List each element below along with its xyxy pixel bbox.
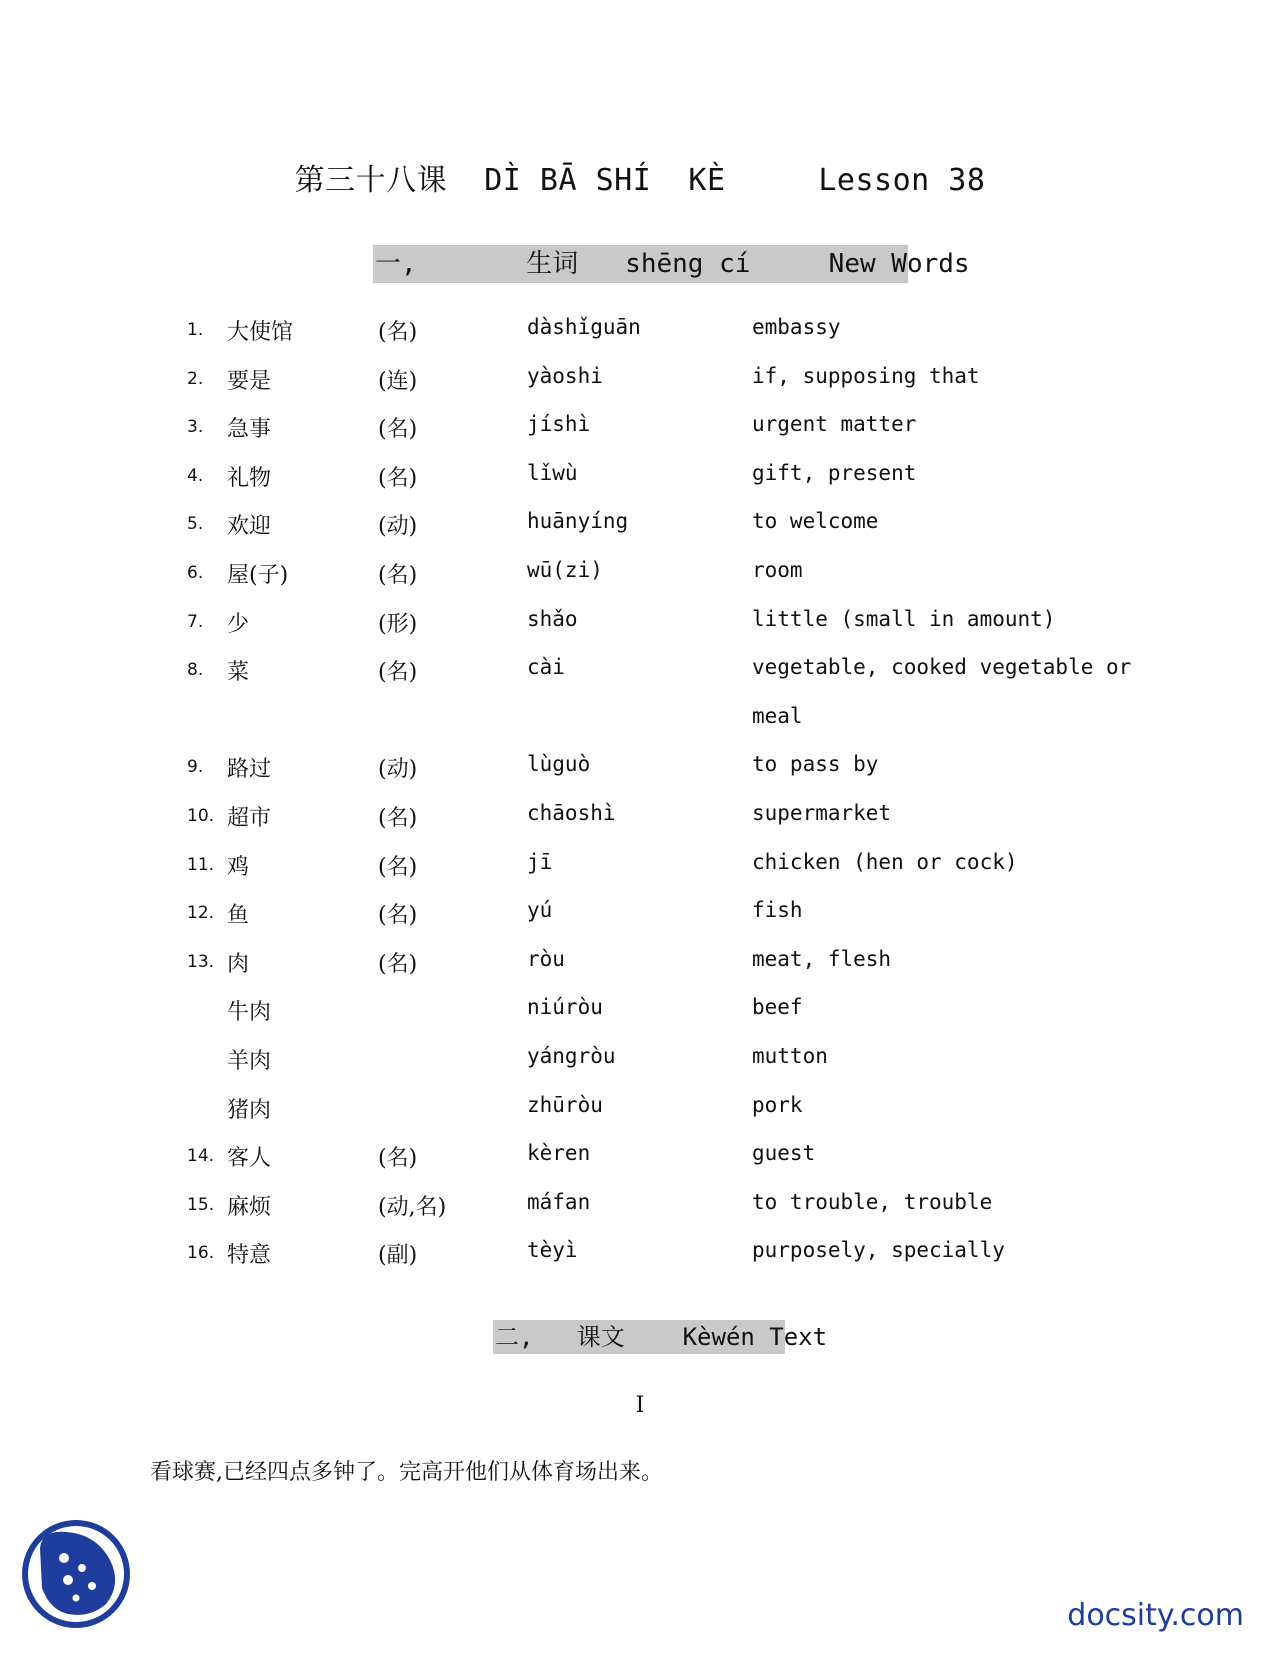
vocab-hanzi: 鱼 (227, 903, 250, 928)
vocab-number: 4. (187, 466, 204, 486)
lesson-title: 第三十八课 DÌ BĀ SHÍ KÈ Lesson 38 (294, 163, 986, 198)
vocab-number: 16. (187, 1243, 215, 1263)
vocab-hanzi: 礼物 (227, 466, 272, 491)
vocab-pinyin: tèyì (527, 1238, 578, 1262)
vocab-hanzi: 欢迎 (227, 514, 272, 539)
vocab-row (0, 509, 1280, 557)
vocab-hanzi: 羊肉 (227, 1049, 272, 1074)
vocab-hanzi: 屋(子) (227, 563, 289, 588)
vocab-row (0, 947, 1280, 995)
vocab-english: vegetable, cooked vegetable or (752, 655, 1132, 679)
vocab-pinyin: jíshì (527, 412, 591, 436)
vocab-number: 9. (187, 757, 204, 777)
vocab-english: if, supposing that (752, 364, 980, 388)
vocab-number: 13. (187, 952, 215, 972)
vocab-hanzi: 特意 (227, 1243, 272, 1268)
vocab-english: urgent matter (752, 412, 917, 436)
vocab-part-of-speech: (连) (378, 369, 418, 394)
vocab-row (0, 412, 1280, 460)
vocab-pinyin: yàoshi (527, 364, 603, 388)
vocab-row (0, 1141, 1280, 1189)
text-paragraph: 看球赛,已经四点多钟了。完高开他们从体育场出来。 (150, 1460, 663, 1485)
vocab-number: 7. (187, 612, 204, 632)
vocab-row (0, 461, 1280, 509)
vocab-row (0, 704, 1280, 752)
vocab-english: pork (752, 1093, 803, 1117)
vocab-row (0, 1190, 1280, 1238)
vocab-part-of-speech: (动) (378, 757, 418, 782)
vocab-pinyin: niúròu (527, 995, 603, 1019)
vocab-row (0, 1044, 1280, 1092)
vocab-hanzi: 超市 (227, 806, 272, 831)
vocab-english: room (752, 558, 803, 582)
vocab-hanzi: 鸡 (227, 855, 250, 880)
vocab-pinyin: cài (527, 655, 565, 679)
vocab-row (0, 898, 1280, 946)
vocab-row (0, 655, 1280, 703)
vocab-part-of-speech: (形) (378, 612, 418, 637)
vocab-english: beef (752, 995, 803, 1019)
vocab-pinyin: dàshǐguān (527, 315, 641, 339)
vocab-part-of-speech: (名) (378, 806, 418, 831)
vocab-english: to pass by (752, 752, 879, 776)
text-heading: 二, 课文 Kèwén Text (493, 1320, 785, 1354)
vocab-part-of-speech: (动,名) (378, 1195, 447, 1220)
vocab-english: meal (752, 704, 803, 728)
vocab-pinyin: kèren (527, 1141, 591, 1165)
vocab-number: 5. (187, 514, 204, 534)
docsity-logo-icon[interactable] (20, 1518, 132, 1630)
vocab-part-of-speech: (名) (378, 563, 418, 588)
vocab-part-of-speech: (名) (378, 952, 418, 977)
vocab-number: 10. (187, 806, 215, 826)
vocab-part-of-speech: (名) (378, 1146, 418, 1171)
vocab-hanzi: 大使馆 (227, 320, 294, 345)
vocab-number: 6. (187, 563, 204, 583)
vocab-part-of-speech: (名) (378, 855, 418, 880)
vocab-pinyin: jī (527, 850, 553, 874)
vocab-part-of-speech: (副) (378, 1243, 418, 1268)
vocab-english: mutton (752, 1044, 828, 1068)
vocab-number: 2. (187, 369, 204, 389)
vocab-number: 8. (187, 660, 204, 680)
vocab-pinyin: yú (527, 898, 553, 922)
vocab-row (0, 315, 1280, 363)
vocab-pinyin: huānyíng (527, 509, 629, 533)
vocab-hanzi: 菜 (227, 660, 250, 685)
vocab-number: 1. (187, 320, 204, 340)
vocab-part-of-speech: (动) (378, 514, 418, 539)
vocab-number: 14. (187, 1146, 215, 1166)
vocab-pinyin: yángròu (527, 1044, 616, 1068)
vocab-hanzi: 客人 (227, 1146, 272, 1171)
vocab-hanzi: 麻烦 (227, 1195, 272, 1220)
vocab-english: little (small in amount) (752, 607, 1056, 631)
vocab-english: fish (752, 898, 803, 922)
vocab-english: purposely, specially (752, 1238, 1005, 1262)
vocab-number: 15. (187, 1195, 215, 1215)
vocab-row (0, 1093, 1280, 1141)
vocab-part-of-speech: (名) (378, 660, 418, 685)
vocab-english: gift, present (752, 461, 917, 485)
vocab-pinyin: zhūròu (527, 1093, 603, 1117)
vocab-row (0, 752, 1280, 800)
vocab-pinyin: ròu (527, 947, 565, 971)
vocab-pinyin: chāoshì (527, 801, 616, 825)
part-label: I (635, 1393, 645, 1418)
vocab-english: embassy (752, 315, 841, 339)
vocab-row (0, 850, 1280, 898)
brand-link[interactable]: docsity.com (1067, 1598, 1244, 1633)
new-words-heading: 一, 生词 shēng cí New Words (373, 245, 908, 283)
vocab-row (0, 1238, 1280, 1286)
vocab-number: 11. (187, 855, 215, 875)
vocab-row (0, 558, 1280, 606)
vocab-pinyin: máfan (527, 1190, 591, 1214)
vocab-hanzi: 猪肉 (227, 1098, 272, 1123)
vocab-pinyin: shǎo (527, 607, 578, 631)
vocab-english: to welcome (752, 509, 879, 533)
vocab-english: meat, flesh (752, 947, 892, 971)
vocab-hanzi: 路过 (227, 757, 272, 782)
vocab-part-of-speech: (名) (378, 466, 418, 491)
vocab-row (0, 801, 1280, 849)
vocab-hanzi: 少 (227, 612, 250, 637)
vocab-number: 12. (187, 903, 215, 923)
vocab-english: guest (752, 1141, 816, 1165)
vocab-pinyin: lùguò (527, 752, 591, 776)
vocab-row (0, 607, 1280, 655)
vocab-pinyin: lǐwù (527, 461, 578, 485)
vocab-english: to trouble, trouble (752, 1190, 993, 1214)
vocab-row (0, 364, 1280, 412)
vocab-part-of-speech: (名) (378, 320, 418, 345)
vocab-hanzi: 牛肉 (227, 1000, 272, 1025)
vocab-english: chicken (hen or cock) (752, 850, 1018, 874)
vocab-part-of-speech: (名) (378, 417, 418, 442)
vocab-row (0, 995, 1280, 1043)
vocab-pinyin: wū(zi) (527, 558, 603, 582)
vocab-part-of-speech: (名) (378, 903, 418, 928)
vocab-english: supermarket (752, 801, 892, 825)
vocab-hanzi: 要是 (227, 369, 272, 394)
vocab-hanzi: 肉 (227, 952, 250, 977)
vocab-number: 3. (187, 417, 204, 437)
vocab-hanzi: 急事 (227, 417, 272, 442)
